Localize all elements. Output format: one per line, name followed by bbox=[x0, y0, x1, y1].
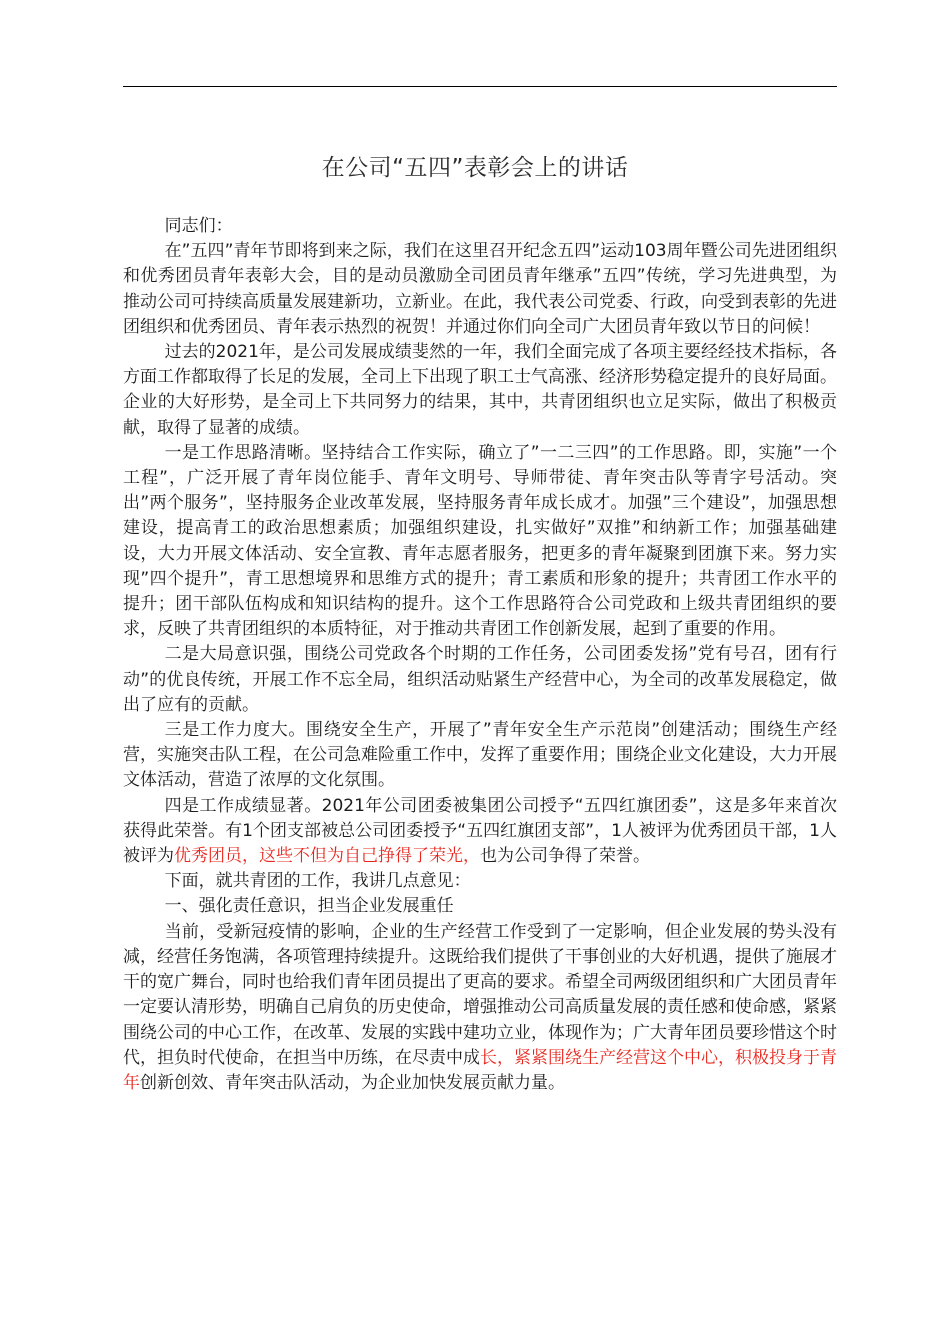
paragraph: 二是大局意识强，围绕公司党政各个时期的工作任务，公司团委发扬”党有号召，团有行动”的优良传统，开展工作不忘全局，组织活动贴紧生产经营中心，为全司的改革发展稳定，做出了应有的贡献。 bbox=[123, 644, 837, 715]
header-rule bbox=[123, 86, 837, 87]
document-title: 在公司“五四”表彰会上的讲话 bbox=[321, 155, 629, 181]
paragraph-text: 当前，受新冠疫情的影响，企业的生产经营工作受到了一定影响，但企业发展的势头没有减，经营任务饱满，各项管理持续提升。这既给我们提供了干事创业的大好机遇，提供了施展才干的宽广舞台，同时也给我们青年团员提出了更高的要求。希望全司两级团组织和广大团员青年一定要认清形势，明确自己肩负的历史使命，增强推动公司高质量发展的责任感和使命感，紧紧围绕公司的中心工作，在改革、发展的实践中建功立业，体现作为；广大青年团员要珍惜这个时代，担负时代使命，在担当中历练，在尽责中成 bbox=[123, 921, 837, 1068]
document-body bbox=[123, 214, 837, 1096]
paragraph bbox=[123, 920, 837, 1096]
paragraph-text: 四是工作成绩显著。2021年公司团委被集团公司授予“五四红旗团委”，这是多年来首次获得此荣誉。有1个团支部被总公司团委授予“五四红旗团支部”，1人被评为优秀团员干部，1人被评为 bbox=[123, 795, 837, 867]
salutation: 同志们： bbox=[164, 216, 233, 236]
paragraph: 在”五四”青年节即将到来之际，我们在这里召开纪念五四”运动103周年暨公司先进团组织和优秀团员青年表彰大会，目的是动员激励全司团员青年继承”五四”传统，学习先进典型，为推动公司可持续高质量发展建新功，立新业。在此，我代表公司党委、行政，向受到表彰的先进团组织和优秀团员、青年表示热烈的祝贺！并通过你们向全司广大团员青年致以节日的问候！ bbox=[123, 241, 837, 337]
highlighted-text: 长，紧紧围绕生产经营这个中心，积极投身于青年 bbox=[123, 1047, 837, 1093]
paragraph-text-tail: 也为公司争得了荣誉。 bbox=[480, 846, 650, 867]
paragraph: 一是工作思路清晰。坚持结合工作实际，确立了”一二三四”的工作思路。即，实施”一个工程”，广泛开展了青年岗位能手、青年文明号、导师带徒、青年突击队等青字号活动。突出”两个服务”，坚持服务企业改革发展，坚持服务青年成长成才。加强”三个建设”，加强思想建设，提高青工的政治思想素质；加强组织建设，扎实做好”双推”和纳新工作；加强基础建设，大力开展文体活动、安全宣教、青年志愿者服务，把更多的青年凝聚到团旗下来。努力实现”四个提升”，青工思想境界和思维方式的提升；青工素质和形象的提升；共青团工作水平的提升；团干部队伍构成和知识结构的提升。这个工作思路符合公司党政和上级共青团组织的要求，反映了共青团组织的本质特征，对于推动共青团工作创新发展，起到了重要的作用。 bbox=[123, 442, 837, 640]
highlighted-text: 优秀团员，这些不但为自己挣得了荣光， bbox=[174, 846, 480, 867]
paragraph: 下面，就共青团的工作，我讲几点意见： bbox=[164, 871, 471, 892]
paragraph: 三是工作力度大。围绕安全生产，开展了”青年安全生产示范岗”创建活动；围绕生产经营，实施突击队工程，在公司急难险重工作中，发挥了重要作用；围绕企业文化建设，大力开展文体活动，营造了浓厚的文化氛围。 bbox=[123, 720, 837, 791]
paragraph-text-tail: 创新创效、青年突击队活动，为企业加快发展贡献力量。 bbox=[140, 1072, 565, 1093]
paragraph bbox=[123, 794, 837, 870]
section-heading: 一、强化责任意识，担当企业发展重任 bbox=[164, 896, 454, 917]
paragraph: 过去的2021年，是公司发展成绩斐然的一年，我们全面完成了各项主要经经技术指标，各方面工作都取得了长足的发展，全司上下出现了职工士气高涨、经济形势稳定提升的良好局面。企业的大好形势，是全司上下共同努力的结果，其中，共青团组织也立足实际，做出了积极贡献，取得了显著的成绩。 bbox=[123, 342, 837, 438]
